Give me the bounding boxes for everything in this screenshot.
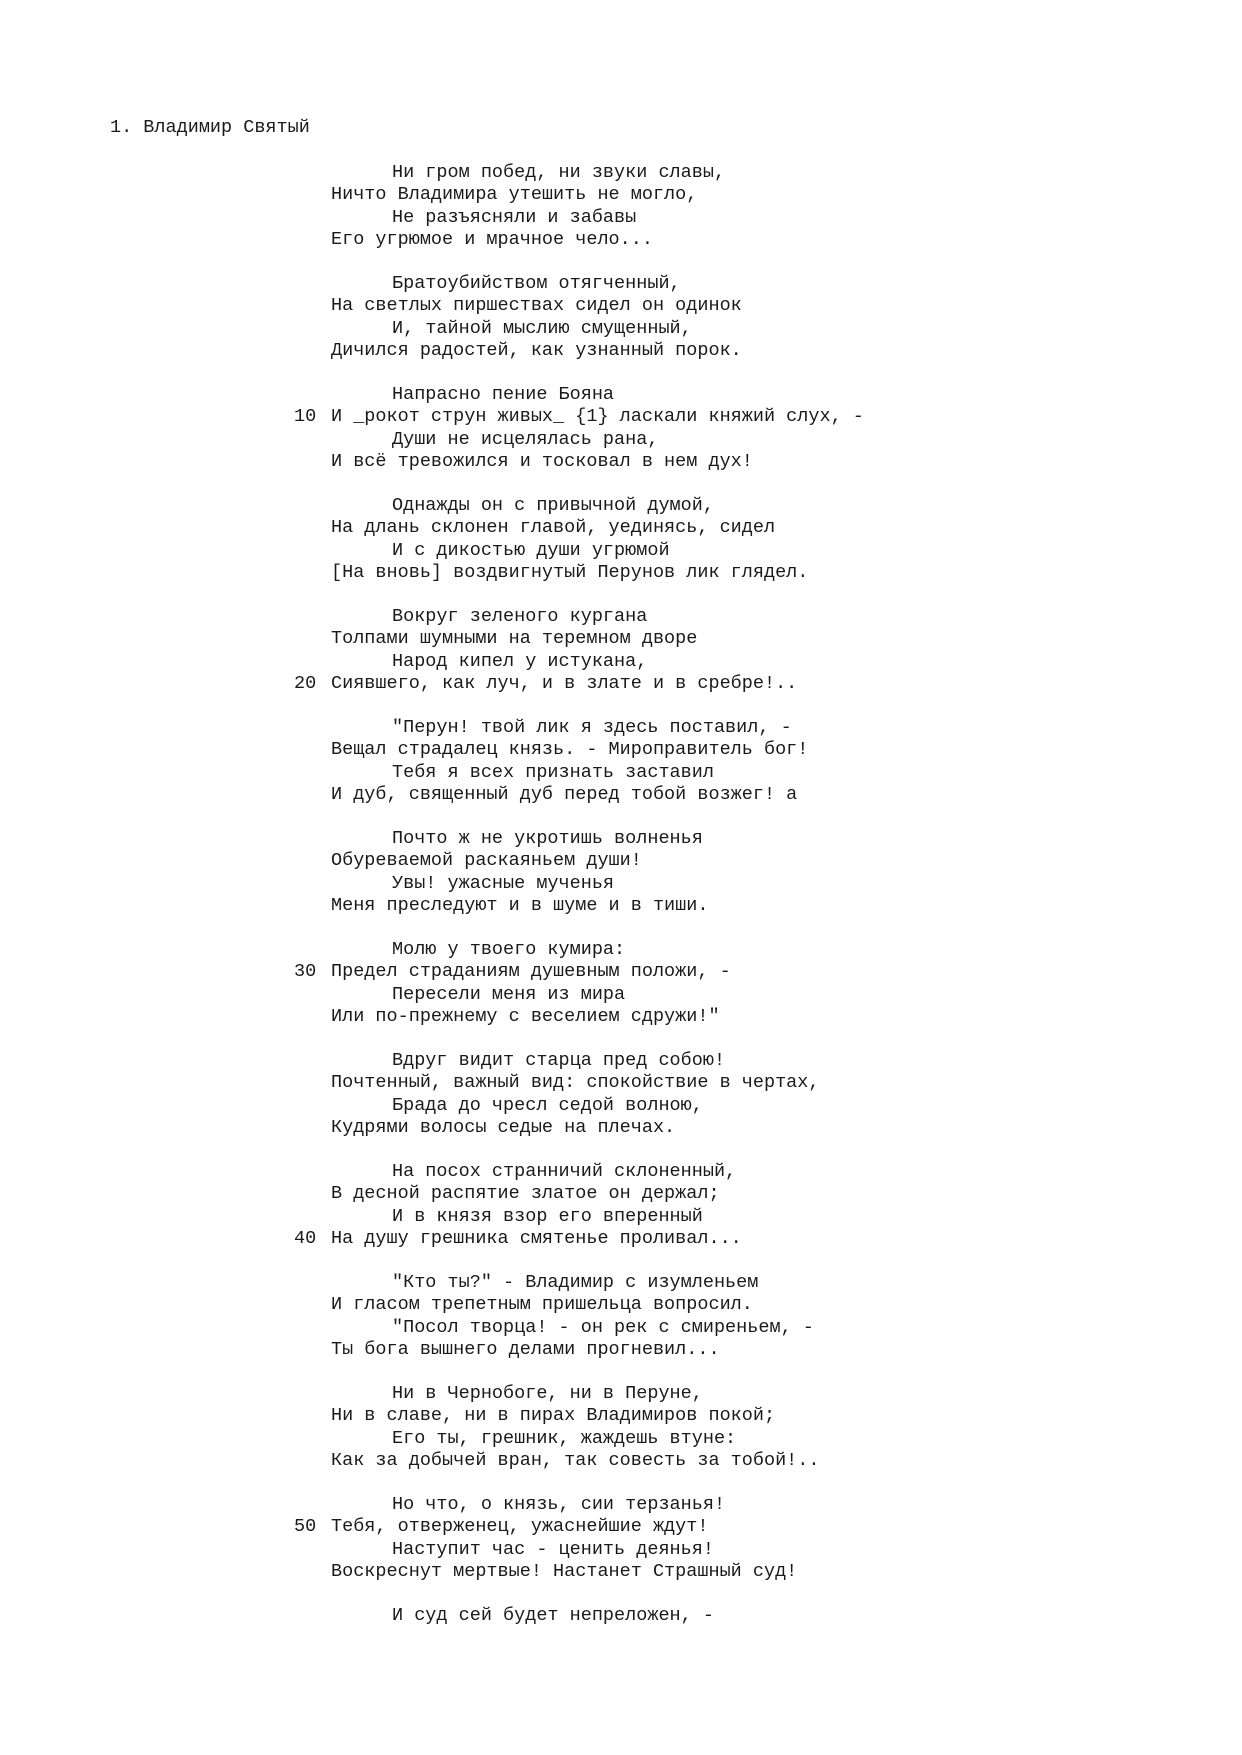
poem-line	[331, 1183, 864, 1205]
line-text: Кудрями волосы седые на плечах.	[331, 1116, 676, 1138]
poem-line	[331, 517, 864, 539]
poem-line	[331, 384, 864, 406]
poem-line	[331, 207, 864, 229]
poem-line	[331, 1383, 864, 1405]
line-text: Однажды он с привычной думой,	[392, 495, 714, 516]
stanza	[331, 828, 864, 917]
poem-line	[331, 273, 864, 295]
poem-line	[331, 1095, 864, 1117]
line-text: Толпами шумными на теремном дворе	[331, 628, 698, 650]
line-text: На душу грешника смятенье проливал...	[331, 1227, 742, 1249]
stanza	[331, 1383, 864, 1472]
line-text: На светлых пиршествах сидел он одинок	[331, 295, 742, 317]
line-text: И суд сей будет непреложен, -	[392, 1605, 714, 1626]
poem-line	[294, 961, 864, 983]
line-text: Тебя я всех признать заставил	[392, 761, 714, 783]
line-text: Молю у твоего кумира:	[392, 939, 626, 960]
line-text: Увы! ужасные мученья	[392, 872, 615, 894]
poem-line	[331, 1428, 864, 1450]
line-text: "Перун! твой лик я здесь поставил, -	[392, 717, 792, 738]
stanza	[294, 939, 864, 1028]
poem-line	[331, 1339, 864, 1361]
line-text: "Кто ты?" - Владимир с изумленьем	[392, 1272, 759, 1293]
poem-line	[294, 1516, 864, 1538]
poem-line	[331, 651, 864, 673]
line-text: И, тайной мыслию смущенный,	[392, 317, 692, 339]
line-text: В десной распятие златое он держал;	[331, 1183, 720, 1205]
stanza	[331, 1050, 864, 1139]
poem-line	[331, 606, 864, 628]
line-text: На длань склонен главой, уединясь, сидел	[331, 517, 776, 539]
poem-line	[331, 1050, 864, 1072]
line-text: Ничто Владимира утешить не могло,	[331, 184, 698, 206]
stanza	[294, 606, 864, 695]
line-text: Почтенный, важный вид: спокойствие в чертах,	[331, 1072, 820, 1094]
line-text: Ни в славе, ни в пирах Владимиров покой;	[331, 1405, 776, 1427]
poem-line	[331, 1494, 864, 1516]
poem-line	[331, 1161, 864, 1183]
line-text: И _рокот струн живых_ {1} ласкали княжий слух, -	[331, 406, 864, 428]
poem-line	[331, 984, 864, 1006]
line-text: Меня преследуют и в шуме и в тиши.	[331, 894, 709, 916]
line-text: Ни гром побед, ни звуки славы,	[392, 162, 726, 183]
poem-line	[331, 540, 864, 562]
stanza	[294, 1494, 864, 1583]
line-text: "Посол творца! - он рек с смиреньем, -	[392, 1316, 814, 1338]
poem-line	[331, 1294, 864, 1316]
line-text: Ни в Чернобоге, ни в Перуне,	[392, 1383, 703, 1404]
poem-line	[331, 939, 864, 961]
line-text: Вещал страдалец князь. - Мироправитель бог!	[331, 739, 809, 761]
stanza	[294, 384, 864, 473]
poem-line	[294, 406, 864, 428]
line-text: Воскреснут мертвые! Настанет Страшный суд!	[331, 1560, 798, 1582]
line-text: На посох странничий склоненный,	[392, 1161, 737, 1182]
poem-line	[331, 1539, 864, 1561]
line-text: Но что, о князь, сии терзанья!	[392, 1494, 726, 1515]
line-text: Дичился радостей, как узнанный порок.	[331, 339, 742, 361]
line-text: Его ты, грешник, жаждешь втуне:	[392, 1427, 737, 1449]
stanza	[331, 1272, 864, 1361]
poem-title: 1. Владимир Святый	[110, 117, 310, 138]
line-text: Обуреваемой раскаяньем души!	[331, 850, 642, 872]
line-number: 20	[294, 672, 317, 694]
poem-line	[331, 562, 864, 584]
line-text: Ты бога вышнего делами прогневил...	[331, 1338, 720, 1360]
line-text: Вокруг зеленого кургана	[392, 606, 648, 627]
poem-line	[294, 1227, 864, 1250]
line-text: Предел страданиям душевным положи, -	[331, 961, 731, 983]
poem-line	[331, 1117, 864, 1139]
stanza	[331, 495, 864, 584]
poem-line	[331, 739, 864, 761]
line-text: И дуб, священный дуб перед тобой возжег! а	[331, 783, 798, 805]
poem-line	[331, 873, 864, 895]
line-text: Народ кипел у истукана,	[392, 650, 648, 672]
line-text: Братоубийством отягченный,	[392, 273, 681, 294]
poem-line	[331, 762, 864, 784]
poem-line	[331, 1317, 864, 1339]
poem-line	[331, 184, 864, 206]
stanza	[331, 273, 864, 362]
line-text: Пересели меня из мира	[392, 983, 626, 1005]
line-number: 10	[294, 406, 317, 428]
poem-line	[331, 318, 864, 340]
poem-line	[331, 784, 864, 806]
line-text: Или по-прежнему с веселием сдружи!"	[331, 1005, 720, 1027]
poem-body	[294, 162, 864, 1649]
stanza	[331, 717, 864, 806]
line-number: 40	[294, 1227, 317, 1249]
poem-line	[331, 628, 864, 650]
line-text: Тебя, отверженец, ужаснейшие ждут!	[331, 1516, 709, 1538]
line-text: Напрасно пение Бояна	[392, 384, 615, 405]
poem-line	[331, 1450, 864, 1472]
poem-line	[331, 1272, 864, 1294]
line-text: И с дикостью души угрюмой	[392, 539, 670, 561]
poem-line	[331, 495, 864, 517]
poem-line	[331, 717, 864, 739]
line-text: Сиявшего, как луч, и в злате и в сребре!..	[331, 672, 798, 694]
line-text: Души не исцелялась рана,	[392, 428, 659, 450]
poem-line	[331, 1405, 864, 1427]
line-text: [На вновь] воздвигнутый Перунов лик глядел.	[331, 561, 809, 583]
poem-line	[331, 429, 864, 451]
poem-line	[331, 1206, 864, 1228]
poem-line	[331, 451, 864, 473]
poem-line	[331, 162, 864, 184]
poem-line	[331, 340, 864, 362]
poem-line	[331, 295, 864, 317]
line-text: И в князя взор его вперенный	[392, 1205, 703, 1227]
poem-line	[331, 1561, 864, 1583]
stanza	[331, 1605, 864, 1627]
poem-line	[331, 895, 864, 917]
line-text: Как за добычей вран, так совесть за тобой!..	[331, 1449, 820, 1471]
poem-line	[331, 229, 864, 251]
line-number: 30	[294, 961, 317, 983]
line-number: 50	[294, 1516, 317, 1538]
poem-line	[331, 1072, 864, 1094]
poem-line	[331, 850, 864, 872]
line-text: Почто ж не укротишь волненья	[392, 828, 703, 849]
poem-line	[331, 1006, 864, 1028]
line-text: Вдруг видит старца пред собою!	[392, 1050, 726, 1071]
poem-line	[331, 1605, 864, 1627]
poem-line	[331, 828, 864, 850]
line-text: Брада до чресл седой волною,	[392, 1094, 703, 1116]
line-text: И гласом трепетным пришельца вопросил.	[331, 1294, 753, 1316]
line-text: И всё тревожился и тосковал в нем дух!	[331, 450, 753, 472]
line-text: Его угрюмое и мрачное чело...	[331, 228, 653, 250]
line-text: Наступит час - ценить деянья!	[392, 1538, 714, 1560]
stanza	[294, 1161, 864, 1250]
line-text: Не разъясняли и забавы	[392, 206, 637, 228]
poem-line	[294, 672, 864, 695]
stanza	[331, 162, 864, 251]
